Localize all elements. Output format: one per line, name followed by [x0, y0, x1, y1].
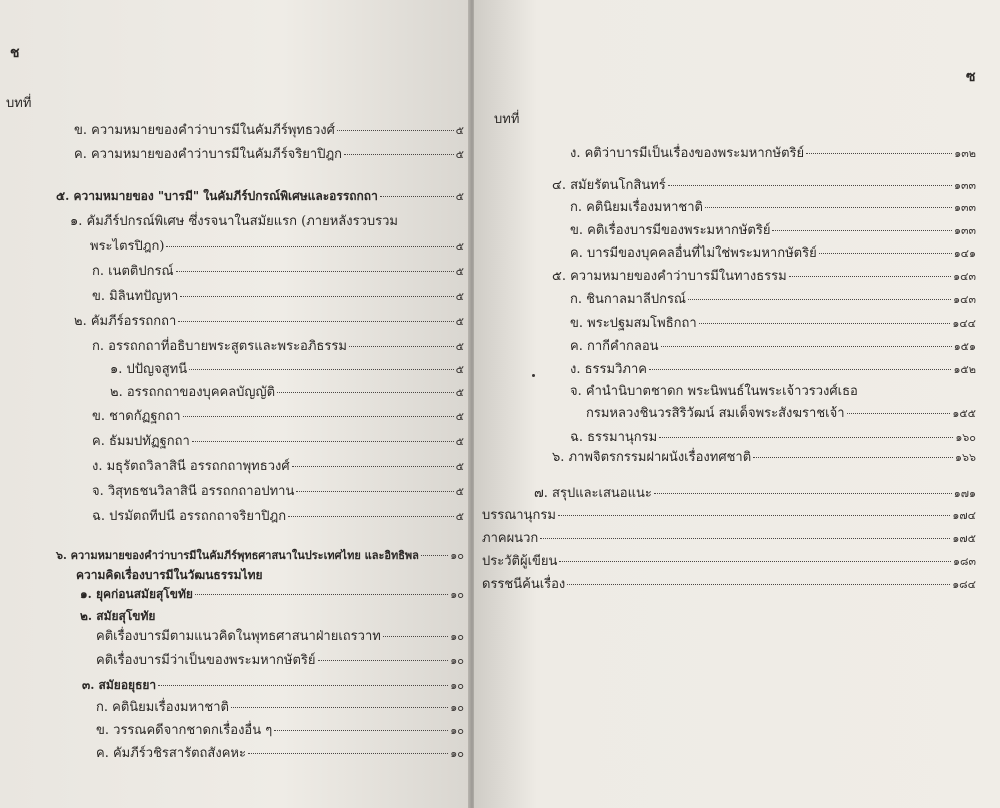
- toc-entry-title: ข. ชาดกัฏฐกถา: [92, 409, 181, 424]
- toc-entry-page: ๑๐: [450, 588, 464, 601]
- right-page: [474, 0, 1000, 808]
- toc-entry-page: ๕: [455, 410, 464, 423]
- chapter-header: บทที่: [494, 112, 520, 127]
- toc-entry-page: ๑๗๑: [953, 487, 976, 500]
- toc-entry-title: ก. คตินิยมเรื่องมหาชาติ: [96, 700, 229, 715]
- toc-entry-title: ง. มธุรัตถวิลาสินี อรรถกถาพุทธวงศ์: [92, 459, 290, 474]
- toc-entry-title: ฉ. ธรรมานุกรม: [570, 430, 658, 445]
- toc-entry-title: ง. ธรรมวิภาค: [570, 362, 647, 377]
- ink-speck: [532, 374, 535, 377]
- toc-entry-page: ๑๐: [450, 630, 464, 643]
- toc-entry: [570, 290, 976, 310]
- toc-entry-page: ๑๓๓: [953, 201, 976, 214]
- toc-entry: [586, 404, 976, 424]
- toc-entry-page: ๑๕๑: [953, 340, 976, 353]
- toc-entry-title: ก. คตินิยมเรื่องมหาชาติ: [570, 200, 703, 215]
- toc-entry: [482, 506, 976, 526]
- toc-entry-title: ดรรชนีค้นเรื่อง: [482, 577, 566, 592]
- toc-entry: [92, 507, 464, 527]
- toc-entry-page: ๑๖๐: [955, 431, 976, 444]
- toc-entry-page: ๕: [455, 485, 464, 498]
- page-number: ซ: [966, 69, 976, 85]
- toc-entry-title: ๖. ความหมายของคำว่าบารมีในคัมภีร์พุทธศาสนาในประเทศไทย และอิทธิพล: [56, 549, 419, 562]
- toc-entry-title: ข. คติเรื่องบารมีของพระมหากษัตริย์: [570, 223, 771, 238]
- toc-entry-title: ๒. สมัยสุโขทัย: [80, 609, 156, 623]
- toc-entry-page: ๑๐: [450, 747, 464, 760]
- toc-entry-title: ก. เนตติปกรณ์: [92, 264, 174, 279]
- toc-entry-title: ๕. ความหมายของคำว่าบารมีในทางธรรม: [552, 269, 787, 284]
- toc-entry-title: ค. กากีคำกลอน: [570, 339, 659, 354]
- toc-entry: [90, 237, 464, 257]
- toc-entry: [74, 312, 464, 332]
- toc-entry-title: กรมหลวงชินวรสิริวัฒน์ สมเด็จพระสังฆราชเจ้า: [586, 406, 845, 421]
- toc-entry-page: ๕: [455, 435, 464, 448]
- toc-entry-title: ๑. ยุคก่อนสมัยสุโขทัย: [80, 587, 193, 601]
- toc-entry-title: ข. ความหมายของคำว่าบารมีในคัมภีร์พุทธวงศ์: [74, 123, 335, 138]
- toc-entry-title: ๔. สมัยรัตนโกสินทร์: [552, 178, 666, 193]
- toc-entry: [92, 407, 464, 427]
- toc-entry: [92, 287, 464, 307]
- toc-entry: [570, 144, 976, 164]
- toc-entry-page: ๑๕๕: [952, 407, 976, 420]
- toc-entry: [74, 121, 464, 141]
- toc-entry: [552, 267, 976, 287]
- toc-entry-page: ๑๔๓: [953, 270, 976, 283]
- toc-entry-title: ค. ความหมายของคำว่าบารมีในคัมภีร์จริยาปิฎก: [74, 147, 343, 162]
- chapter-header: บทที่: [6, 96, 32, 111]
- toc-entry-page: ๑๐: [450, 549, 464, 562]
- toc-entry: [92, 482, 464, 502]
- toc-entry: [92, 337, 464, 357]
- toc-entry: [96, 651, 464, 671]
- toc-entry: [74, 145, 464, 165]
- toc-entry: [552, 176, 976, 196]
- toc-entry-title: ๑. ปปัญจสูทนี: [110, 362, 188, 377]
- toc-entry-page: ๕: [455, 124, 464, 137]
- toc-entry-page: ๕: [455, 190, 464, 203]
- toc-entry-page: ๕: [455, 290, 464, 303]
- toc-entry: [110, 383, 464, 403]
- toc-entry: [570, 428, 976, 448]
- toc-entry-page: ๕: [455, 265, 464, 278]
- toc-entry-title: ๒. คัมภีร์อรรถกถา: [74, 314, 177, 329]
- toc-entry: [110, 360, 464, 380]
- toc-entry-page: ๕: [455, 340, 464, 353]
- toc-entry-page: ๕: [455, 510, 464, 523]
- toc-entry-title: ๓. สมัยอยุธยา: [82, 678, 157, 692]
- toc-entry-page: ๑๓๓: [953, 179, 976, 192]
- toc-entry-page: ๑๖๖: [955, 451, 976, 464]
- toc-entry-page: ๕: [455, 386, 464, 399]
- toc-entry-title: คติเรื่องบารมีตามแนวคิดในพุทธศาสนาฝ่ายเถรวาท: [96, 629, 381, 644]
- page-number: ช: [10, 45, 20, 61]
- toc-entry-title: จ. วิสุทธชนวิลาสินี อรรถกถาอปทาน: [92, 484, 295, 499]
- toc-entry-page: ๑๔๑: [953, 247, 976, 260]
- toc-entry: [482, 529, 976, 549]
- toc-entry-title: พระไตรปิฎก): [90, 239, 165, 254]
- toc-entry: [482, 575, 976, 595]
- toc-entry-page: ๑๐: [450, 654, 464, 667]
- toc-entry-title: คติเรื่องบารมีว่าเป็นของพระมหากษัตริย์: [96, 653, 316, 668]
- toc-entry: [56, 546, 464, 566]
- toc-entry-page: ๑๐: [450, 701, 464, 714]
- toc-entry-title: บรรณานุกรม: [482, 508, 556, 523]
- toc-entry-page: ๑๕๒: [953, 363, 976, 376]
- toc-entry: [80, 584, 464, 605]
- toc-entry-page: ๑๐: [450, 724, 464, 737]
- toc-entry-title: ข. มิลินทปัญหา: [92, 289, 179, 304]
- toc-entry: [92, 457, 464, 477]
- toc-entry: [570, 221, 976, 241]
- toc-entry: [570, 198, 976, 218]
- toc-entry: [570, 360, 976, 380]
- toc-entry-title: ค. คัมภีร์วชิรสารัตถสังคหะ: [96, 746, 246, 761]
- toc-entry: [534, 484, 976, 504]
- toc-entry-title: ความคิดเรื่องบารมีในวัฒนธรรมไทย: [76, 568, 263, 582]
- toc-entry: [570, 244, 976, 264]
- toc-entry: [96, 721, 464, 741]
- toc-entry: [482, 552, 976, 572]
- toc-entry-title: ๒. อรรถกถาของบุคคลบัญญัติ: [110, 385, 276, 400]
- toc-entry-title: ๖. ภาพจิตรกรรมฝาผนังเรื่องทศชาติ: [552, 450, 752, 465]
- toc-entry: [570, 337, 976, 357]
- toc-entry-title: ก. ชินกาลมาลีปกรณ์: [570, 292, 686, 307]
- toc-entry-page: ๑๗๔: [952, 509, 976, 522]
- toc-entry: [92, 432, 464, 452]
- toc-entry-page: ๑๔๔: [952, 317, 976, 330]
- toc-entry-page: ๕: [455, 363, 464, 376]
- toc-entry: [96, 627, 464, 647]
- toc-entry-title: ค. ธัมมปทัฏฐกถา: [92, 434, 190, 449]
- toc-entry-page: ๕: [455, 315, 464, 328]
- toc-entry: [96, 744, 464, 764]
- toc-entry: [552, 448, 976, 468]
- toc-entry-page: ๑๓๒: [954, 147, 976, 160]
- toc-entry: [82, 675, 464, 696]
- toc-entry-page: ๑๘๓: [953, 555, 976, 568]
- toc-entry-page: ๑๓๓: [953, 224, 976, 237]
- toc-entry-title: ก. อรรถกถาที่อธิบายพระสูตรและพระอภิธรรม: [92, 339, 347, 354]
- toc-entry: [96, 698, 464, 718]
- toc-entry-title: ค. บารมีของบุคคลอื่นที่ไม่ใช่พระมหากษัตริย์: [570, 246, 817, 261]
- toc-entry-page: ๕: [455, 460, 464, 473]
- toc-entry-page: ๑๔๓: [953, 293, 976, 306]
- toc-entry-title: ฉ. ปรมัตถทีปนี อรรถกถาจริยาปิฎก: [92, 509, 287, 524]
- toc-entry-title: ๑. คัมภีร์ปกรณ์พิเศษ ซึ่งรจนาในสมัยแรก (ภายหลังรวบรวม: [70, 214, 398, 229]
- toc-entry-page: ๑๗๕: [952, 532, 976, 545]
- toc-entry-page: ๑๐: [450, 679, 464, 692]
- toc-entry-title: ๕. ความหมายของ "บารมี" ในคัมภีร์ปกรณ์พิเศษและอรรถกถา: [56, 189, 378, 203]
- toc-entry-page: ๑๘๔: [952, 578, 976, 591]
- toc-entry-page: ๕: [455, 240, 464, 253]
- toc-entry-title: ภาคผนวก: [482, 531, 539, 546]
- toc-entry-page: ๕: [455, 148, 464, 161]
- toc-entry-title: ข. พระปฐมสมโพธิกถา: [570, 316, 697, 331]
- toc-entry-title: ข. วรรณคดีจากชาดกเรื่องอื่น ๆ: [96, 723, 273, 738]
- toc-entry-title: ประวัติผู้เขียน: [482, 554, 558, 569]
- toc-entry: [92, 262, 464, 282]
- toc-entry-title: จ. คำนำนิบาตชาดก พระนิพนธ์ในพระเจ้าวรวงศ์เธอ: [570, 384, 858, 399]
- toc-entry: [570, 314, 976, 334]
- toc-entry-title: ๗. สรุปและเสนอแนะ: [534, 486, 652, 501]
- toc-entry-title: ง. คติว่าบารมีเป็นเรื่องของพระมหากษัตริย์: [570, 146, 805, 161]
- toc-entry: [56, 186, 464, 207]
- left-page: [0, 0, 470, 808]
